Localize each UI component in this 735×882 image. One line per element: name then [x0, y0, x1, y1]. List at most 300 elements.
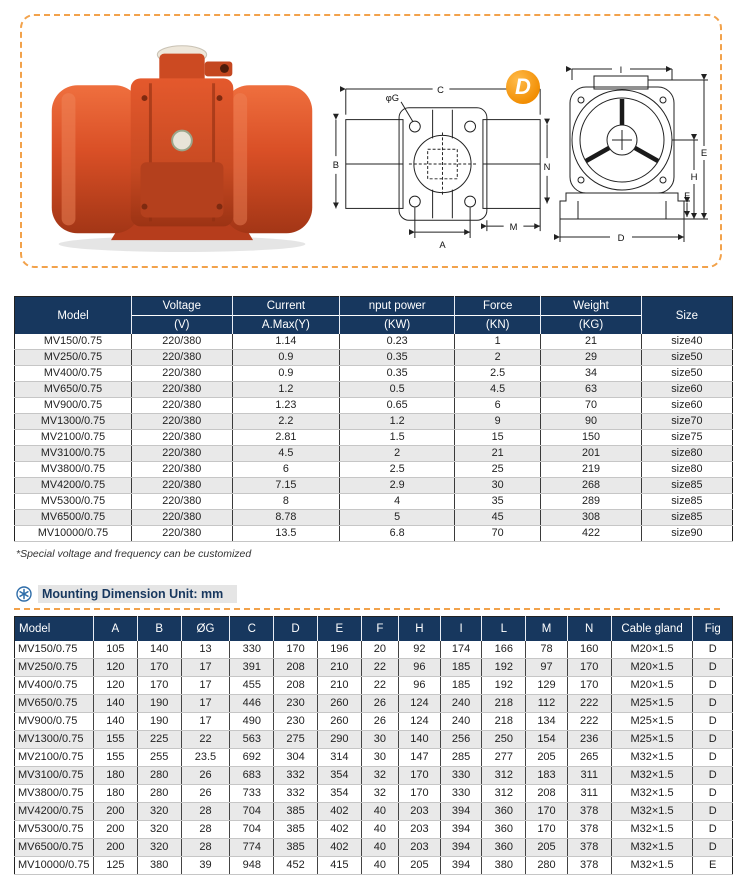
table-cell: E	[693, 857, 733, 875]
table-cell: 330	[230, 641, 274, 659]
table-cell: 147	[399, 749, 441, 767]
table-cell: D	[693, 839, 733, 857]
table-cell: 120	[93, 659, 137, 677]
table-cell: 948	[230, 857, 274, 875]
table-cell: 9	[455, 414, 541, 430]
table-cell: 208	[274, 659, 318, 677]
table-cell: M25×1.5	[611, 713, 693, 731]
asterisk-icon	[16, 586, 32, 602]
table-cell: 105	[93, 641, 137, 659]
table-cell: MV250/0.75	[15, 350, 132, 366]
table-cell: M25×1.5	[611, 695, 693, 713]
dim-label-c: C	[437, 84, 444, 95]
table-cell: 218	[482, 695, 526, 713]
table-cell: size60	[641, 382, 732, 398]
table-cell: 203	[399, 839, 441, 857]
table-cell: MV650/0.75	[15, 382, 132, 398]
column-header: A	[93, 617, 137, 642]
table-cell: 124	[399, 695, 441, 713]
figure-d-badge-label: D	[515, 74, 531, 99]
column-header-voltage	[132, 297, 233, 335]
column-header: Cable gland	[611, 617, 693, 642]
column-header: L	[482, 617, 526, 642]
table-cell: 260	[317, 713, 361, 731]
table-cell: 200	[93, 803, 137, 821]
table-cell: D	[693, 641, 733, 659]
table-cell: D	[693, 677, 733, 695]
table-cell: D	[693, 659, 733, 677]
table-cell: 285	[440, 749, 482, 767]
table-cell: M32×1.5	[611, 767, 693, 785]
mounting-section-header	[16, 585, 237, 603]
column-header: N	[567, 617, 611, 642]
table-cell: 391	[230, 659, 274, 677]
table-cell: 13	[181, 641, 230, 659]
table-cell: 256	[440, 731, 482, 749]
table-row	[15, 382, 733, 398]
table-cell: M20×1.5	[611, 641, 693, 659]
mounting-dimensions-table	[14, 616, 733, 875]
table-cell: 208	[526, 785, 568, 803]
table-cell: M32×1.5	[611, 839, 693, 857]
table-row	[15, 803, 733, 821]
table-cell: 29	[541, 350, 642, 366]
table-cell: MV150/0.75	[15, 641, 94, 659]
table-cell: size60	[641, 398, 732, 414]
table-cell: 280	[526, 857, 568, 875]
table-cell: 30	[361, 749, 398, 767]
table-cell: 8	[232, 494, 340, 510]
table-cell: 2.2	[232, 414, 340, 430]
table-cell: D	[693, 749, 733, 767]
table-cell: 174	[440, 641, 482, 659]
table-cell: 34	[541, 366, 642, 382]
table-cell: 21	[541, 334, 642, 350]
table-row	[15, 695, 733, 713]
mounting-header-row	[15, 617, 733, 642]
table-cell: 0.9	[232, 366, 340, 382]
table-row	[15, 749, 733, 767]
header-sublabel: A.Max(Y)	[261, 319, 310, 331]
section-title: Mounting Dimension Unit: mm	[38, 585, 237, 603]
table-cell: 0.35	[340, 366, 455, 382]
table-cell: 205	[526, 749, 568, 767]
mounting-table-body	[15, 641, 733, 875]
table-cell: 140	[93, 695, 137, 713]
table-cell: 2	[455, 350, 541, 366]
dashed-divider	[14, 608, 720, 610]
column-header: E	[317, 617, 361, 642]
table-cell: 260	[317, 695, 361, 713]
table-cell: 0.9	[232, 350, 340, 366]
dim-label-d: D	[617, 233, 625, 244]
table-cell: 0.65	[340, 398, 455, 414]
table-row	[15, 366, 733, 382]
table-cell: 20	[361, 641, 398, 659]
table-cell: 4	[340, 494, 455, 510]
table-cell: MV10000/0.75	[15, 526, 132, 542]
column-header-force	[455, 297, 541, 335]
column-header-size	[641, 297, 732, 335]
header-sublabel: (KG)	[578, 319, 604, 331]
table-row	[15, 398, 733, 414]
table-cell: 28	[181, 839, 230, 857]
table-cell: 402	[317, 821, 361, 839]
table-cell: 2.81	[232, 430, 340, 446]
table-cell: 280	[137, 767, 181, 785]
table-cell: 90	[541, 414, 642, 430]
table-cell: 170	[399, 767, 441, 785]
table-row	[15, 731, 733, 749]
table-cell: 2.5	[455, 366, 541, 382]
table-cell: M32×1.5	[611, 857, 693, 875]
table-cell: size85	[641, 510, 732, 526]
table-cell: 220/380	[132, 462, 233, 478]
table-cell: 220/380	[132, 494, 233, 510]
mounting-table-header	[15, 617, 733, 642]
table-cell: 63	[541, 382, 642, 398]
table-cell: 311	[567, 767, 611, 785]
table-cell: 96	[399, 659, 441, 677]
column-header-input-power	[340, 297, 455, 335]
table-cell: 222	[567, 695, 611, 713]
table-cell: 6.8	[340, 526, 455, 542]
table-cell: 311	[567, 785, 611, 803]
table-cell: 203	[399, 803, 441, 821]
table-cell: 394	[440, 821, 482, 839]
table-cell: MV4200/0.75	[15, 478, 132, 494]
table-cell: 22	[361, 659, 398, 677]
table-cell: D	[693, 731, 733, 749]
column-header: F	[361, 617, 398, 642]
table-cell: 203	[399, 821, 441, 839]
table-row	[15, 785, 733, 803]
table-cell: 183	[526, 767, 568, 785]
table-cell: 70	[541, 398, 642, 414]
table-cell: 28	[181, 803, 230, 821]
header-label: Model	[57, 309, 89, 322]
table-cell: 220/380	[132, 526, 233, 542]
table-cell: 25	[455, 462, 541, 478]
table-row	[15, 713, 733, 731]
table-cell: 394	[440, 803, 482, 821]
table-cell: 218	[482, 713, 526, 731]
table-cell: 2	[340, 446, 455, 462]
table-cell: 13.5	[232, 526, 340, 542]
table-cell: 275	[274, 731, 318, 749]
table-cell: 1	[455, 334, 541, 350]
table-cell: 17	[181, 713, 230, 731]
table-cell: D	[693, 803, 733, 821]
column-header-current	[232, 297, 340, 335]
table-cell: 28	[181, 821, 230, 839]
table-cell: 490	[230, 713, 274, 731]
table-cell: 200	[93, 821, 137, 839]
table-cell: 96	[399, 677, 441, 695]
table-cell: 6	[232, 462, 340, 478]
column-header: I	[440, 617, 482, 642]
table-cell: 129	[526, 677, 568, 695]
table-cell: 170	[137, 677, 181, 695]
table-cell: MV3100/0.75	[15, 446, 132, 462]
table-cell: 220/380	[132, 430, 233, 446]
table-cell: 330	[440, 767, 482, 785]
table-cell: 394	[440, 857, 482, 875]
table-row	[15, 462, 733, 478]
spec-table-header	[15, 297, 733, 335]
table-cell: 22	[181, 731, 230, 749]
table-cell: 2.5	[340, 462, 455, 478]
table-cell: 220/380	[132, 510, 233, 526]
table-cell: MV10000/0.75	[15, 857, 94, 875]
table-row	[15, 446, 733, 462]
table-cell: 220/380	[132, 414, 233, 430]
table-cell: 6	[455, 398, 541, 414]
table-cell: 378	[567, 839, 611, 857]
table-cell: 205	[399, 857, 441, 875]
table-cell: 380	[137, 857, 181, 875]
table-cell: 32	[361, 767, 398, 785]
table-cell: MV6500/0.75	[15, 839, 94, 857]
table-cell: 360	[482, 821, 526, 839]
header-label: Voltage	[132, 297, 232, 316]
table-cell: 774	[230, 839, 274, 857]
table-cell: 120	[93, 677, 137, 695]
table-cell: MV3800/0.75	[15, 785, 94, 803]
table-row	[15, 350, 733, 366]
table-cell: 160	[567, 641, 611, 659]
table-cell: 154	[526, 731, 568, 749]
table-cell: M25×1.5	[611, 731, 693, 749]
column-header: H	[399, 617, 441, 642]
table-cell: 45	[455, 510, 541, 526]
table-cell: 166	[482, 641, 526, 659]
table-cell: 192	[482, 677, 526, 695]
table-cell: D	[693, 821, 733, 839]
dim-label-m: M	[509, 222, 518, 233]
table-cell: 4.5	[455, 382, 541, 398]
table-row	[15, 414, 733, 430]
table-cell: 15	[455, 430, 541, 446]
table-cell: 704	[230, 821, 274, 839]
table-cell: 155	[93, 749, 137, 767]
header-sublabel: (KW)	[384, 319, 411, 331]
table-cell: 70	[455, 526, 541, 542]
figure-d-badge	[506, 70, 540, 104]
table-cell: 112	[526, 695, 568, 713]
table-cell: 30	[361, 731, 398, 749]
table-cell: 385	[274, 821, 318, 839]
table-cell: 1.5	[340, 430, 455, 446]
header-label: Current	[233, 297, 340, 316]
header-sublabel: (V)	[174, 319, 190, 331]
table-cell: 385	[274, 839, 318, 857]
table-cell: 314	[317, 749, 361, 767]
table-cell: size70	[641, 414, 732, 430]
table-cell: MV5300/0.75	[15, 821, 94, 839]
table-cell: 140	[399, 731, 441, 749]
table-cell: 26	[361, 713, 398, 731]
dim-label-e: E	[700, 148, 708, 159]
table-cell: 125	[93, 857, 137, 875]
table-cell: 140	[93, 713, 137, 731]
table-cell: 26	[181, 767, 230, 785]
table-cell: 124	[399, 713, 441, 731]
table-cell: 308	[541, 510, 642, 526]
table-cell: 26	[361, 695, 398, 713]
table-cell: MV1300/0.75	[15, 414, 132, 430]
table-row	[15, 677, 733, 695]
table-cell: 255	[137, 749, 181, 767]
specifications-table	[14, 296, 733, 542]
header-label: Size	[675, 309, 699, 322]
table-cell: MV400/0.75	[15, 366, 132, 382]
table-cell: D	[693, 767, 733, 785]
table-cell: 210	[317, 659, 361, 677]
table-row	[15, 821, 733, 839]
table-cell: MV3800/0.75	[15, 462, 132, 478]
table-cell: 360	[482, 803, 526, 821]
table-cell: 185	[440, 677, 482, 695]
table-cell: 200	[93, 839, 137, 857]
table-cell: 415	[317, 857, 361, 875]
table-cell: D	[693, 713, 733, 731]
table-cell: 312	[482, 785, 526, 803]
table-cell: 39	[181, 857, 230, 875]
table-cell: 332	[274, 785, 318, 803]
table-cell: 265	[567, 749, 611, 767]
table-cell: 7.15	[232, 478, 340, 494]
table-cell: 170	[567, 659, 611, 677]
table-cell: MV900/0.75	[15, 398, 132, 414]
table-cell: 40	[361, 839, 398, 857]
table-cell: 220/380	[132, 350, 233, 366]
table-cell: size75	[641, 430, 732, 446]
table-cell: MV150/0.75	[15, 334, 132, 350]
table-cell: size90	[641, 526, 732, 542]
table-cell: 236	[567, 731, 611, 749]
dimension-drawing-front	[550, 60, 712, 258]
table-cell: 220/380	[132, 398, 233, 414]
table-cell: M20×1.5	[611, 659, 693, 677]
table-cell: 330	[440, 785, 482, 803]
table-cell: 196	[317, 641, 361, 659]
table-cell: 230	[274, 695, 318, 713]
table-cell: MV2100/0.75	[15, 749, 94, 767]
table-cell: 289	[541, 494, 642, 510]
table-cell: 394	[440, 839, 482, 857]
table-cell: 219	[541, 462, 642, 478]
table-cell: 1.2	[232, 382, 340, 398]
table-cell: size85	[641, 494, 732, 510]
dim-label-n: N	[543, 161, 551, 172]
table-cell: 563	[230, 731, 274, 749]
table-cell: 205	[526, 839, 568, 857]
table-cell: 402	[317, 803, 361, 821]
table-row	[15, 659, 733, 677]
table-cell: 385	[274, 803, 318, 821]
table-cell: 1.2	[340, 414, 455, 430]
table-cell: 378	[567, 821, 611, 839]
table-cell: 2.9	[340, 478, 455, 494]
header-label: Force	[455, 297, 540, 316]
table-cell: 170	[526, 821, 568, 839]
table-cell: 225	[137, 731, 181, 749]
spec-table-body	[15, 334, 733, 542]
table-cell: 23.5	[181, 749, 230, 767]
product-figure-panel	[20, 14, 722, 268]
table-row	[15, 430, 733, 446]
table-cell: 304	[274, 749, 318, 767]
table-cell: 0.5	[340, 382, 455, 398]
table-row	[15, 641, 733, 659]
table-cell: 320	[137, 821, 181, 839]
table-cell: 32	[361, 785, 398, 803]
header-sublabel: (KN)	[485, 319, 510, 331]
table-cell: 190	[137, 713, 181, 731]
table-cell: D	[693, 695, 733, 713]
table-cell: 150	[541, 430, 642, 446]
table-cell: 92	[399, 641, 441, 659]
table-cell: M32×1.5	[611, 821, 693, 839]
table-cell: 180	[93, 785, 137, 803]
table-cell: M32×1.5	[611, 785, 693, 803]
table-cell: 180	[93, 767, 137, 785]
table-cell: 378	[567, 857, 611, 875]
table-row	[15, 767, 733, 785]
table-cell: 692	[230, 749, 274, 767]
table-cell: 155	[93, 731, 137, 749]
table-cell: 17	[181, 695, 230, 713]
header-label: nput power	[340, 297, 454, 316]
table-cell: 220/380	[132, 334, 233, 350]
table-row	[15, 478, 733, 494]
table-cell: 97	[526, 659, 568, 677]
table-cell: 354	[317, 767, 361, 785]
table-cell: 240	[440, 713, 482, 731]
table-cell: 704	[230, 803, 274, 821]
table-cell: 21	[455, 446, 541, 462]
table-cell: MV900/0.75	[15, 713, 94, 731]
table-cell: MV4200/0.75	[15, 803, 94, 821]
table-cell: 40	[361, 803, 398, 821]
column-header: D	[274, 617, 318, 642]
table-row	[15, 857, 733, 875]
table-cell: 4.5	[232, 446, 340, 462]
table-cell: 208	[274, 677, 318, 695]
table-cell: 277	[482, 749, 526, 767]
table-cell: 185	[440, 659, 482, 677]
table-cell: 0.23	[340, 334, 455, 350]
table-cell: 17	[181, 659, 230, 677]
column-header-weight	[541, 297, 642, 335]
table-row	[15, 494, 733, 510]
table-cell: 280	[137, 785, 181, 803]
table-cell: 230	[274, 713, 318, 731]
dim-label-i: I	[619, 65, 623, 76]
table-cell: 201	[541, 446, 642, 462]
table-row	[15, 510, 733, 526]
table-cell: 190	[137, 695, 181, 713]
table-cell: MV650/0.75	[15, 695, 94, 713]
table-cell: 17	[181, 677, 230, 695]
table-cell: 210	[317, 677, 361, 695]
table-cell: M20×1.5	[611, 677, 693, 695]
table-cell: 312	[482, 767, 526, 785]
column-header: Fig	[693, 617, 733, 642]
table-row	[15, 839, 733, 857]
dim-label-b: B	[332, 159, 340, 170]
